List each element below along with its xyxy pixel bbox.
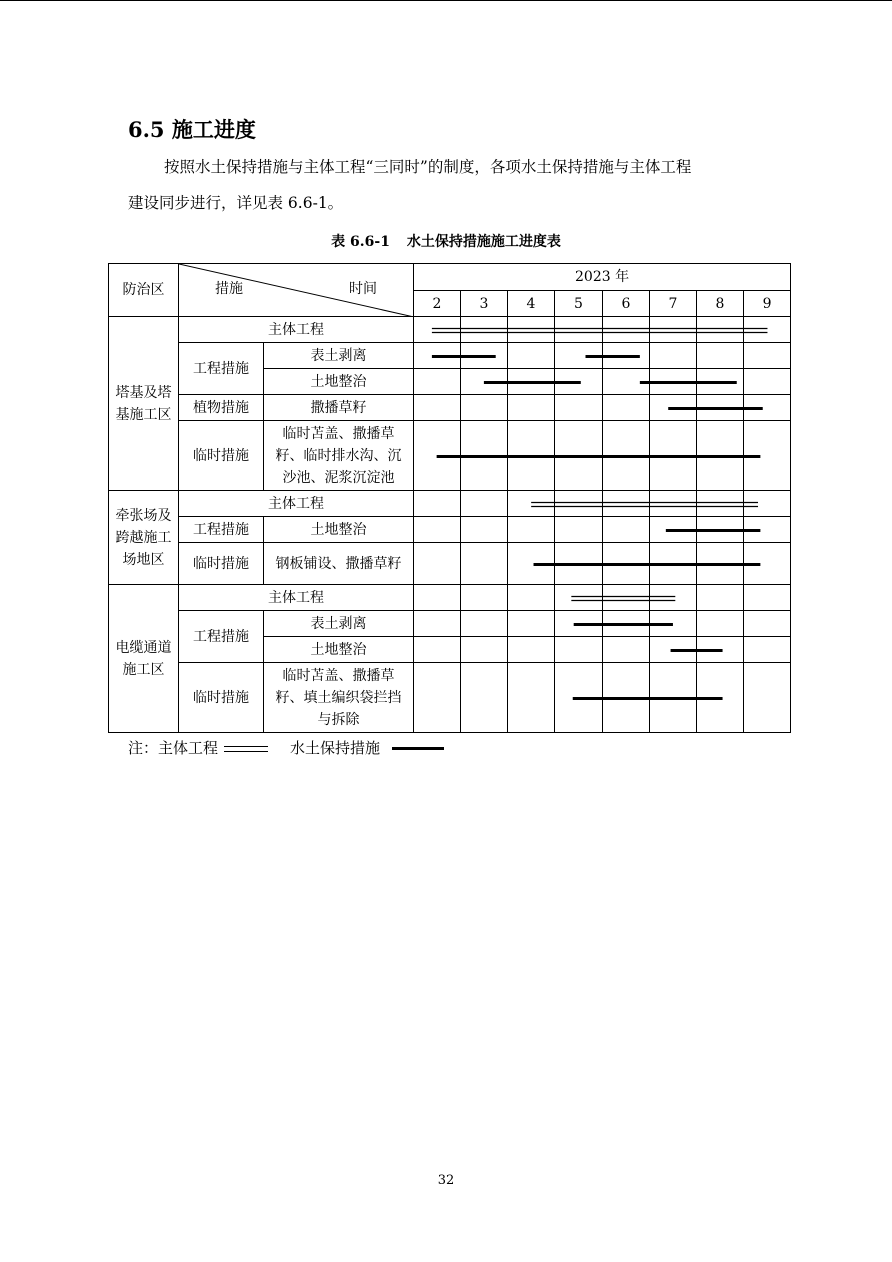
- header-month: 3: [461, 291, 508, 317]
- area-cell: 塔基及塔基施工区: [109, 317, 179, 491]
- table-row: [109, 421, 791, 491]
- header-month: 9: [744, 291, 791, 317]
- section-heading: [128, 114, 256, 144]
- legend-note: [128, 737, 444, 758]
- item-cell: 土地整治: [264, 369, 414, 395]
- table-row: [109, 317, 791, 343]
- category-cell: 植物措施: [179, 395, 264, 421]
- item-cell: 表土剥离: [264, 611, 414, 637]
- table-caption: [0, 231, 892, 251]
- item-cell: 土地整治: [264, 517, 414, 543]
- legend-soil-symbol: [392, 747, 444, 750]
- category-cell: 临时措施: [179, 663, 264, 733]
- category-cell: 临时措施: [179, 421, 264, 491]
- table-row: [109, 395, 791, 421]
- section-title: 施工进度: [171, 117, 256, 142]
- area-cell: 牵张场及跨越施工场地区: [109, 491, 179, 585]
- header-month: 4: [508, 291, 555, 317]
- table-row: [109, 585, 791, 611]
- header-month: 6: [603, 291, 650, 317]
- legend-prefix: 注：: [128, 739, 159, 757]
- category-cell: 工程措施: [179, 343, 264, 395]
- header-month: 2: [414, 291, 461, 317]
- category-cell: 工程措施: [179, 517, 264, 543]
- table-caption-title: 水土保持措施施工进度表: [406, 234, 561, 250]
- table-row: [109, 343, 791, 369]
- item-cell: 土地整治: [264, 637, 414, 663]
- legend-soil-label: 水土保持措施: [290, 739, 381, 757]
- table-row: [109, 491, 791, 517]
- paragraph-line-1: 按照水土保持措施与主体工程“三同时”的制度，各项水土保持措施与主体工程: [164, 158, 692, 176]
- item-cell: 主体工程: [179, 317, 414, 343]
- legend-main-label: 主体工程: [158, 739, 219, 757]
- table-row: [109, 611, 791, 637]
- header-time: 时间: [349, 281, 377, 297]
- item-cell: 主体工程: [179, 491, 414, 517]
- category-cell: 临时措施: [179, 543, 264, 585]
- page-number: 32: [437, 1173, 455, 1188]
- table-caption-number: 表 6.6-1: [331, 234, 390, 250]
- table-row: [109, 543, 791, 585]
- schedule-table: [108, 263, 791, 733]
- section-number: 6.5: [128, 117, 165, 142]
- header-month: 8: [697, 291, 744, 317]
- area-cell: 电缆通道施工区: [109, 585, 179, 733]
- item-cell: 表土剥离: [264, 343, 414, 369]
- item-cell: 临时苫盖、撒播草籽、填土编织袋拦挡与拆除: [264, 663, 414, 733]
- category-cell: 工程措施: [179, 611, 264, 663]
- header-diagonal-cell: [179, 264, 414, 317]
- legend-main-symbol: [224, 746, 268, 752]
- header-month: 7: [650, 291, 697, 317]
- header-year: 2023 年: [414, 264, 791, 291]
- item-cell: 主体工程: [179, 585, 414, 611]
- header-month: 5: [555, 291, 603, 317]
- header-area: 防治区: [109, 264, 179, 317]
- header-measure: 措施: [215, 281, 243, 297]
- table-row: [109, 517, 791, 543]
- item-cell: 撒播草籽: [264, 395, 414, 421]
- item-cell: 临时苫盖、撒播草籽、临时排水沟、沉沙池、泥浆沉淀池: [264, 421, 414, 491]
- table-row: [109, 663, 791, 733]
- item-cell: 钢板铺设、撒播草籽: [264, 543, 414, 585]
- page-top-rule: [0, 0, 892, 1]
- paragraph-line-2: 建设同步进行，详见表 6.6-1。: [128, 194, 344, 212]
